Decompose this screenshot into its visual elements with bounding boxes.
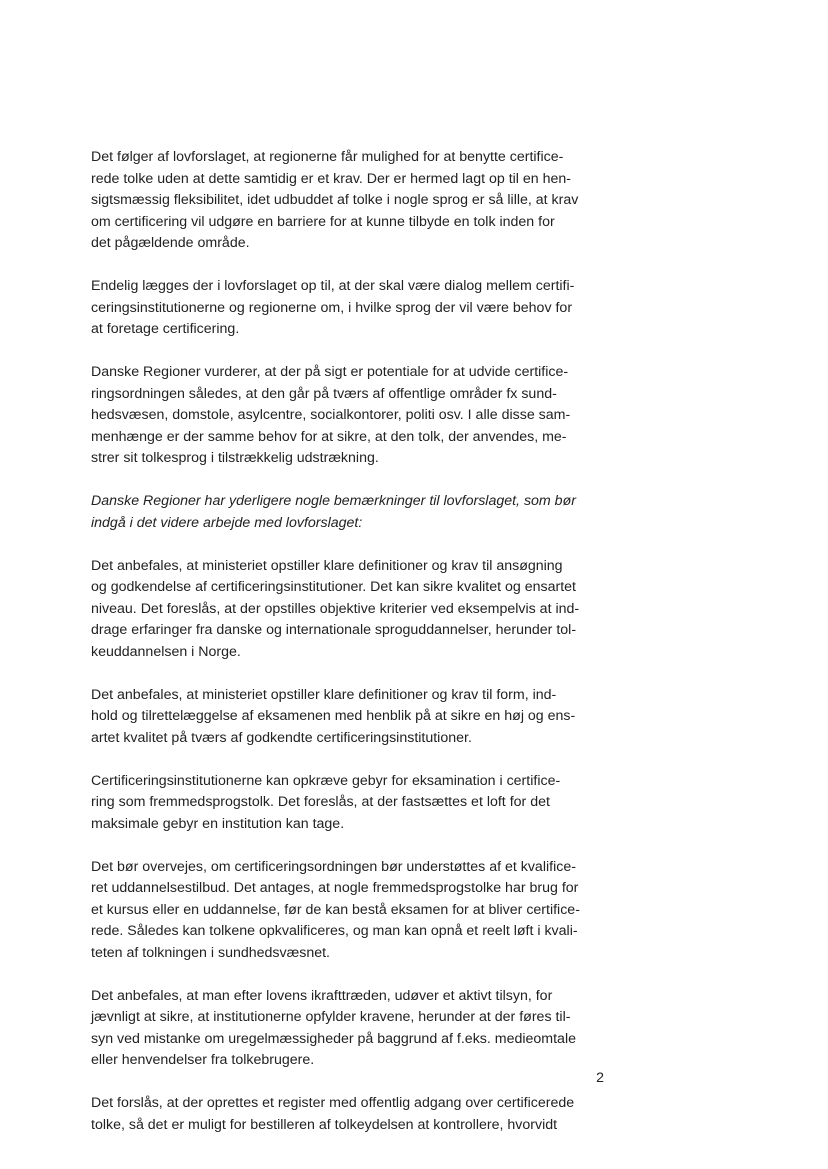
text-line: Danske Regioner vurderer, at der på sigt er potentiale for at udvide certifice- [91, 364, 569, 380]
text-line: rede tolke uden at dette samtidig er et krav. Der er hermed lagt op til en hen- [91, 170, 572, 187]
text-line: sigtsmæssig fleksibilitet, idet udbuddet af tolke i nogle sprog er så lille, at krav [91, 192, 579, 208]
text-line: det pågældende område. [91, 235, 250, 251]
text-line: strer sit tolkesprog i tilstrækkelig udstrækning. [91, 450, 379, 466]
text-line: om certificering vil udgøre en barriere for at kunne tilbyde en tolk inden for [91, 213, 555, 230]
text-line: Det bør overvejes, om certificeringsordningen bør understøttes af et kvalifice- [91, 858, 576, 875]
paragraph-fee-cap [91, 771, 611, 836]
text-line: og godkendelse af certificeringsinstitutioner. Det kan sikre kvalitet og ensartet [91, 579, 576, 595]
text-line: rede. Således kan tolkene opkvalificeres, og man kan opnå et reelt løft i kvali- [91, 923, 578, 939]
paragraph-public-register [91, 1093, 611, 1136]
page-number: 2 [596, 1070, 604, 1086]
text-line: niveau. Det foreslås, at der opstilles objektive kriterier ved eksempelvis at ind- [91, 600, 580, 617]
text-line: artet kvalitet på tværs af godkendte certificeringsinstitutioner. [91, 729, 472, 746]
text-line: at foretage certificering. [91, 321, 240, 337]
paragraph-potential [91, 362, 611, 470]
text-line: ring som fremmedsprogstolk. Det foreslås, at der fastsættes et loft for det [91, 794, 550, 810]
text-line: ringsordningen således, at den går på tværs af offentlige områder fx sund- [91, 385, 557, 402]
text-line: syn ved mistanke om uregelmæssigheder på baggrund af f.eks. medieomtale [91, 1030, 576, 1047]
paragraph-remarks-intro [91, 491, 611, 534]
paragraph-supervision [91, 986, 611, 1072]
text-line: ceringsinstitutionerne og regionerne om, i hvilke sprog der vil være behov for [91, 299, 573, 316]
text-line: Det forslås, at der oprettes et register med offentlig adgang over certificerede [91, 1095, 575, 1111]
text-line: Det anbefales, at ministeriet opstiller klare definitioner og krav til ansøgning [91, 557, 563, 574]
paragraph-application-requirements [91, 556, 611, 664]
text-line: et kursus eller en uddannelse, før de kan bestå eksamen for at bliver certifice- [91, 901, 580, 918]
text-line: keuddannelsen i Norge. [91, 643, 241, 660]
text-line: eller henvendelser fra tolkebrugere. [91, 1052, 315, 1068]
text-line: Danske Regioner har yderligere nogle bemærkninger til lovforslaget, som bør [91, 493, 576, 509]
text-line: tolke, så det er muligt for bestilleren af tolkeydelsen at kontrollere, hvorvidt [91, 1116, 558, 1133]
text-line: hedsvæsen, domstole, asylcentre, socialkontorer, politi osv. I alle disse sam- [91, 407, 571, 423]
text-line: teten af tolkningen i sundhedsvæsnet. [91, 944, 330, 961]
text-line: Certificeringsinstitutionerne kan opkræve gebyr for eksamination i certifice- [91, 772, 561, 789]
text-line: Det anbefales, at ministeriet opstiller klare definitioner og krav til form, ind- [91, 686, 557, 703]
paragraph-regional-flexibility [91, 147, 611, 255]
text-line: Det følger af lovforslaget, at regionerne får mulighed for at benytte certifice- [91, 149, 564, 165]
text-line: maksimale gebyr en institution kan tage. [91, 815, 345, 832]
document-body [91, 147, 611, 1158]
text-line: hold og tilrettelæggelse af eksamenen med henblik på at sikre en høj og ens- [91, 708, 576, 724]
text-line: ret uddannelsestilbud. Det antages, at nogle fremmedsprogstolke har brug for [91, 880, 579, 896]
paragraph-dialog [91, 276, 611, 341]
text-line: jævnligt at sikre, at institutionerne opfylder kravene, herunder at der føres til- [91, 1009, 571, 1025]
text-line: Endelig lægges der i lovforslaget op til, at der skal være dialog mellem certifi- [91, 278, 575, 294]
paragraph-education-offer [91, 857, 611, 965]
text-line: Det anbefales, at man efter lovens ikrafttræden, udøver et aktivt tilsyn, for [91, 987, 553, 1004]
paragraph-exam-requirements [91, 685, 611, 750]
text-line: indgå i det videre arbejde med lovforslaget: [91, 514, 363, 531]
text-line: drage erfaringer fra danske og internationale sproguddannelser, herunder tol- [91, 622, 577, 638]
text-line: menhænge er der samme behov for at sikre, at den tolk, der anvendes, me- [91, 428, 567, 445]
